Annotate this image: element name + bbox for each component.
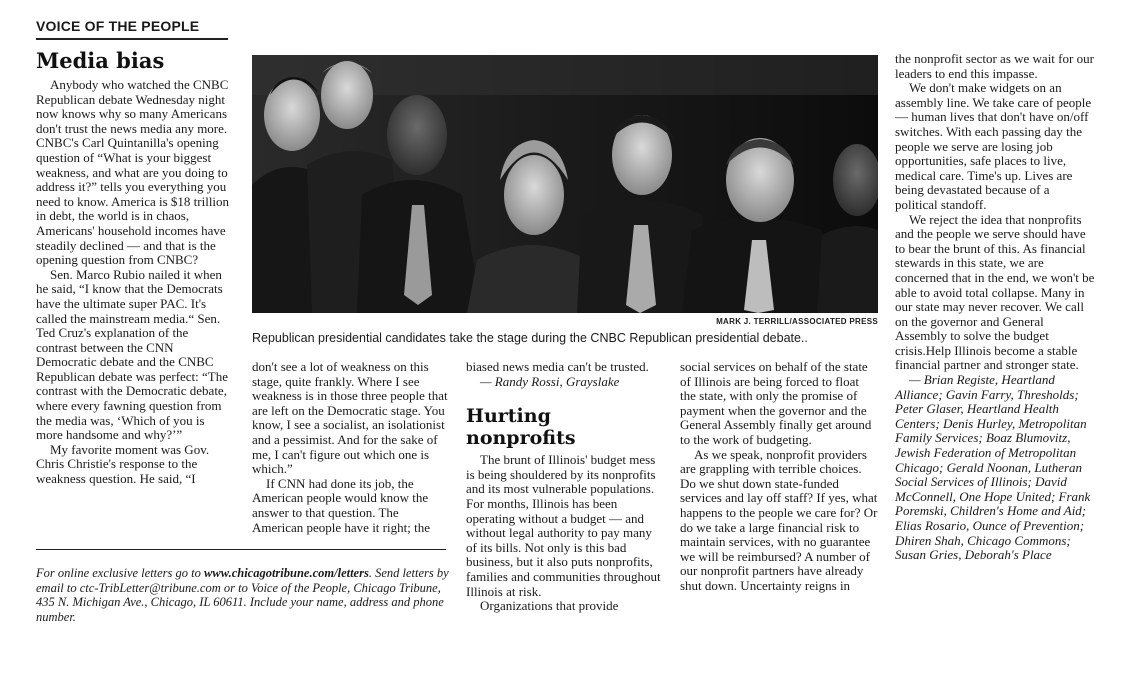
footer-lead: For online exclusive letters go to bbox=[36, 566, 205, 580]
signature-randy-rossi: — Randy Rossi, Grayslake bbox=[480, 373, 620, 389]
headline-media-bias: Media bias bbox=[36, 48, 165, 73]
letter1-column-2 bbox=[252, 360, 450, 535]
paragraph: Anybody who watched the CNBC Republican debate Wednesday night now knows why so many Americans don't trust the news media any more. CNBC's Carl Quintanilla's opening question of “What is your biggest weakness, and what are you doing to address it?” tells you everything you need to know. America is $18 trillion in debt, the world is in chaos, Americans' household incomes have steadily declined — and that is the opening question from CNBC? bbox=[36, 77, 230, 268]
top-rule bbox=[36, 38, 228, 40]
letter2-column-4 bbox=[680, 360, 878, 594]
debate-photo bbox=[252, 55, 878, 313]
paragraph: My favorite moment was Gov. Chris Christie's response to the weakness question. He said, “I bbox=[36, 441, 210, 487]
letters-url-link[interactable]: www.chicagotribune.com/letters bbox=[204, 566, 369, 580]
paragraph: Sen. Marco Rubio nailed it when he said, “I know that the Democrats have the ultimate super PAC. It's called the mainstream media.“ Sen. Ted Cruz's explanation of the contrast between the CNN Democratic debate and the CNBC Republican debate was perfect: “The contrast with the Democratic debate, where every fawning question from the media was, ‘Which of you is more handsome and why?’” bbox=[36, 266, 229, 443]
letter1-column-1 bbox=[36, 78, 232, 487]
paragraph: As we speak, nonprofit providers are grappling with terrible choices. Do we shut down state-funded services and lay off staff? If yes, what happens to the people we care for? Or do we take a large financial risk to maintain services, with no guarantee we will be reimbursed? A number of our nonprofit partners have already shut down. Uncertainty reigns in bbox=[680, 446, 878, 593]
letter2-column-5 bbox=[895, 52, 1095, 563]
paragraph: The brunt of Illinois' budget mess is being shouldered by its nonprofits and its most vulnerable populations. For months, Illinois has been operating without a budget — and without legal authority to pay many of its bills. Not only is this bad business, but it also puts nonprofits, families and communities throughout Illinois at risk. bbox=[466, 452, 661, 599]
footer-rest: . Send letters by email to ctc-TribLetter@tribune.com or to Voice of the People, Chicago Tribune, 435 N. Michigan Ave., Chicago, IL 60611. Include your name, address and phone number. bbox=[36, 566, 449, 624]
column-3 bbox=[466, 360, 662, 614]
debate-photo-image bbox=[252, 55, 878, 313]
headline-hurting-nonprofits: Hurting nonprofits bbox=[466, 405, 576, 450]
paragraph: biased news media can't be trusted. bbox=[466, 359, 649, 374]
section-title: VOICE OF THE PEOPLE bbox=[36, 18, 200, 34]
paragraph: We reject the idea that nonprofits and the people we serve should have to bear the brunt of this. As financial stewards in this state, we are concerned that in the end, we won't be able to avoid total collapse. Many in our state may never recover. We call on the governor and General Assembly to solve the budget crisis.Help Illinois become a stable financial partner and stronger state. bbox=[895, 211, 1095, 373]
signature-nonprofit-leaders: — Brian Registe, Heartland Alliance; Gavin Farry, Thresholds; Peter Glaser, Heartland Health Centers; Denis Hurley, Metropolitan Family Services; Boaz Blumovitz, Jewish Federation of Metropolitan Chicago; Gerald Noonan, Lutheran Social Services of Illinois; David McConnell, One Hope United; Frank Poremski, Children's Home and Aid; Elias Rosario, Ounce of Prevention; Dhiren Shah, Chicago Commons; Susan Gries, Deborah's Place bbox=[895, 372, 1091, 563]
photo-credit: MARK J. TERRILL/ASSOCIATED PRESS bbox=[716, 317, 878, 326]
paragraph: Organizations that provide bbox=[480, 598, 619, 614]
photo-caption: Republican presidential candidates take the stage during the CNBC Republican presidential debate.. bbox=[252, 331, 808, 345]
paragraph: don't see a lot of weakness on this stage, quite frankly. Where I see weakness is in those three people that are left on the Democratic stage. You know, I see a socialist, an isolationist and a pessimist. And for the sake of me, I can't figure out which one is which.” bbox=[252, 359, 448, 477]
paragraph: the nonprofit sector as we wait for our leaders to end this impasse. bbox=[895, 51, 1094, 81]
letters-submission-note bbox=[36, 566, 456, 624]
paragraph: social services on behalf of the state of Illinois are being forced to float the state, with only the promise of payment when the governor and the General Assembly finally get around to the work of budgeting. bbox=[680, 359, 872, 447]
paragraph: If CNN had done its job, the American people would know the answer to that question. The American people have it right; the bbox=[252, 475, 430, 535]
paragraph: We don't make widgets on an assembly line. We take care of people — human lives that don't have on/off switches. With each passing day the people we serve are losing job opportunities, safe places to live, medical care. Time's up. Lives are being devastated because of a political standoff. bbox=[895, 80, 1092, 212]
column-rule bbox=[36, 549, 446, 550]
